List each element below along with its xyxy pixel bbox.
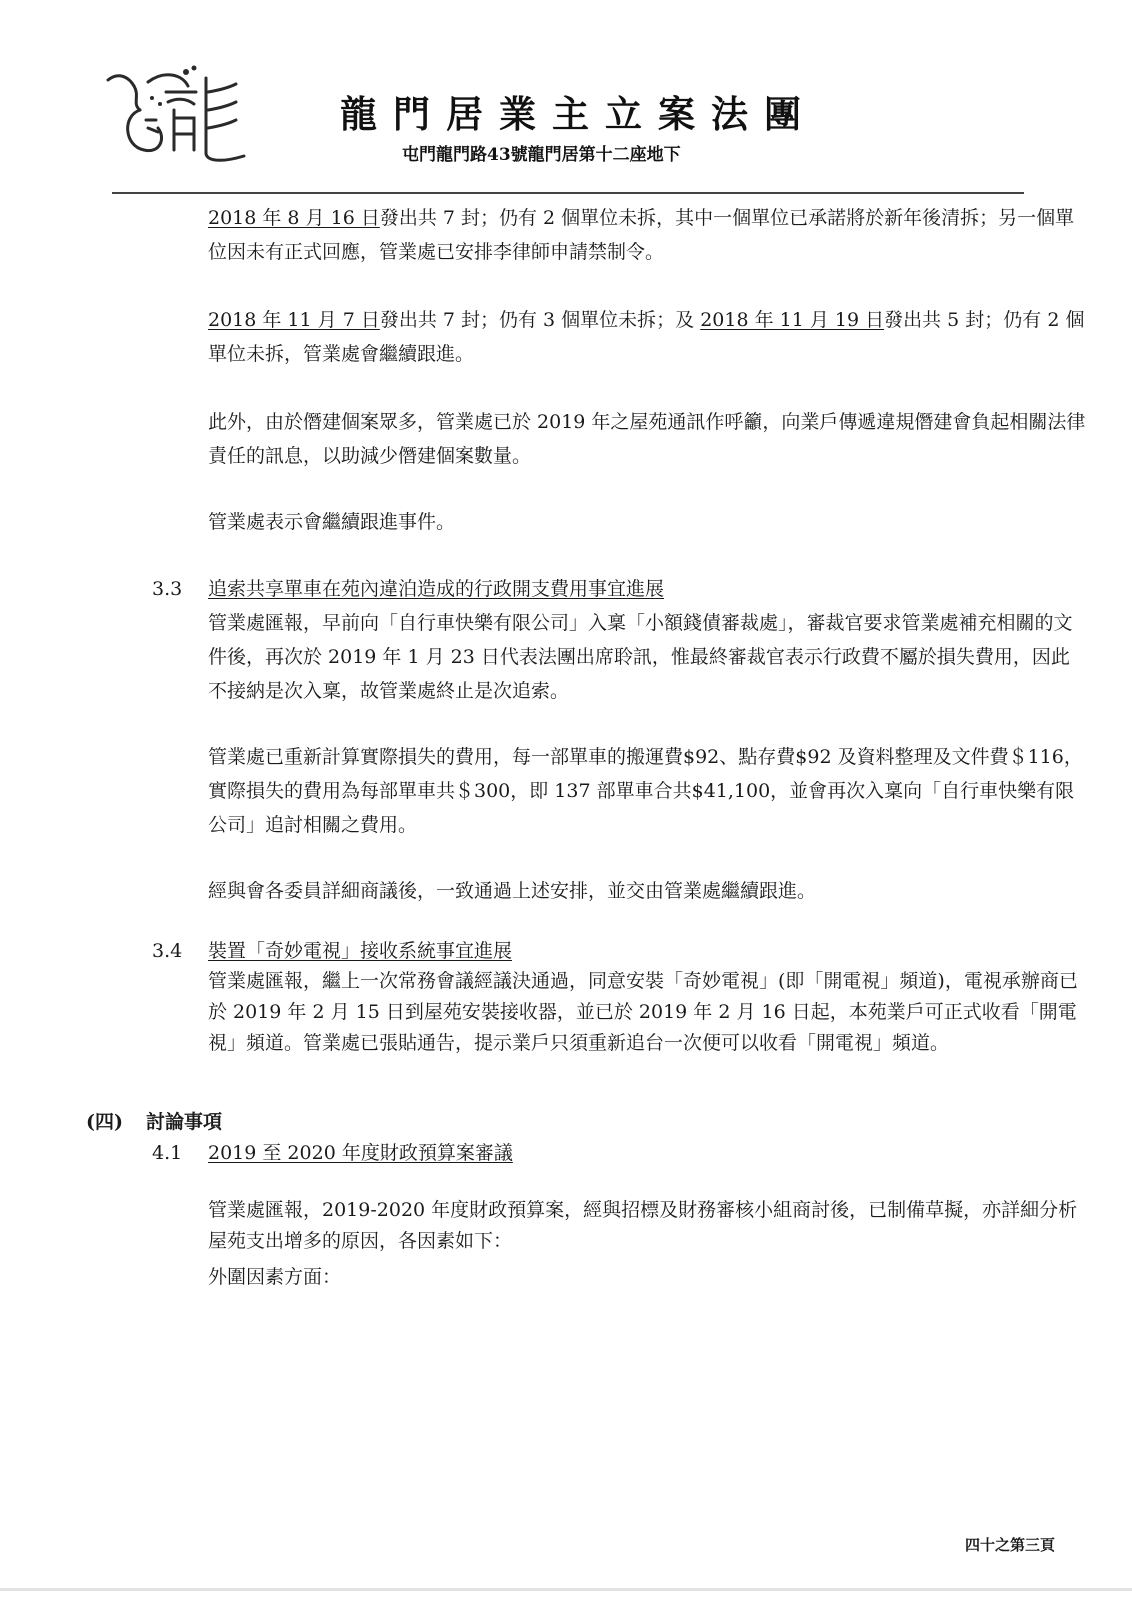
date-2018-11-07: 2018 年 11 月 7 日 (208, 309, 380, 331)
paragraph-illegal-structures: 此外，由於僭建個案眾多，管業處已於 2019 年之屋苑通訊作呼籲，向業戶傳遞違規僭建會負起相關法律責任的訊息，以助減少僭建個案數量。 (208, 411, 1086, 467)
item-title-4-1 (208, 1136, 1088, 1170)
item-number-3-4: 3.4 (152, 940, 183, 962)
paragraph-3-3-claim: 管業處匯報，早前向「自行車快樂有限公司」入稟「小額錢債審裁處」，審裁官要求管業處補充相關的文件後，再次於 2019 年 1 月 23 日代表法團出席聆訊，惟最終審裁官表示行政費不屬於損失費用，因此不接納是次入稟，故管業處終止是次追索。 (208, 612, 1073, 702)
item-title-3-4 (208, 934, 1088, 968)
paragraph-2018-nov (208, 303, 1088, 371)
organization-name: 龍門居業主立案法團 (340, 92, 817, 136)
item-number-4-1: 4.1 (152, 1142, 183, 1164)
paragraph-3-3-resolution: 經與會各委員詳細商議後，一致通過上述安排，並交由管業處繼續跟進。 (208, 880, 817, 902)
section-4-title: 討論事項 (146, 1111, 223, 1133)
organization-address: 屯門龍門路43號龍門居第十二座地下 (402, 145, 681, 165)
section-4-label: (四) (86, 1111, 123, 1133)
paragraph-text: 發出共 7 封；仍有 3 個單位未拆；及 (379, 309, 701, 331)
header-divider (112, 192, 1024, 194)
item-title-3-3 (208, 572, 1088, 606)
paragraph-text: 發出共 5 封；仍有 2 個單位未拆，管業處會繼續跟進。 (208, 309, 1085, 365)
item-number-3-3: 3.3 (152, 578, 183, 600)
date-2018-11-19: 2018 年 11 月 19 日 (700, 309, 885, 331)
scan-edge (0, 1588, 1132, 1591)
page-number: 四十之第三頁 (965, 1536, 1056, 1554)
item-title-text: 裝置「奇妙電視」接收系統事宜進展 (208, 940, 513, 962)
item-title-text: 2019 至 2020 年度財政預算案審議 (208, 1142, 513, 1164)
paragraph-2018-aug (208, 201, 1088, 269)
paragraph-text: 發出共 7 封；仍有 2 個單位未拆，其中一個單位已承諾將於新年後清拆；另一個單位因未有正式回應，管業處已安排李律師申請禁制令。 (208, 207, 1075, 263)
dragon-logo (104, 58, 254, 170)
paragraph-4-1-budget: 管業處匯報，2019-2020 年度財政預算案，經與招標及財務審核小組商討後，已制備草擬，亦詳細分析屋苑支出增多的原因，各因素如下： (208, 1199, 1078, 1252)
item-title-text: 追索共享單車在苑內違泊造成的行政開支費用事宜進展 (208, 578, 665, 600)
paragraph-4-1-external-factors: 外圍因素方面： (208, 1266, 342, 1288)
paragraph-follow-up: 管業處表示會繼續跟進事件。 (208, 511, 456, 533)
date-2018-08-16: 2018 年 8 月 16 日 (208, 207, 380, 229)
paragraph-3-4-tv: 管業處匯報，繼上一次常務會議經議決通過，同意安裝「奇妙電視」(即「開電視」頻道)，電視承辦商已於 2019 年 2 月 15 日到屋苑安裝接收器，並已於 2019 年 2 月 16 日起，本苑業戶可正式收看「開電視」頻道。管業處已張貼通告，提示業戶只須重新追台一次便可以收看「開電視」頻道。 (208, 970, 1078, 1054)
paragraph-3-3-recalculation: 管業處已重新計算實際損失的費用，每一部單車的搬運費$92、點存費$92 及資料整理及文件費＄116，實際損失的費用為每部單車共＄300，即 137 部單車合共$41,100，並會再次入稟向「自行車快樂有限公司」追討相關之費用。 (208, 746, 1083, 836)
section-4-heading (86, 1107, 223, 1137)
